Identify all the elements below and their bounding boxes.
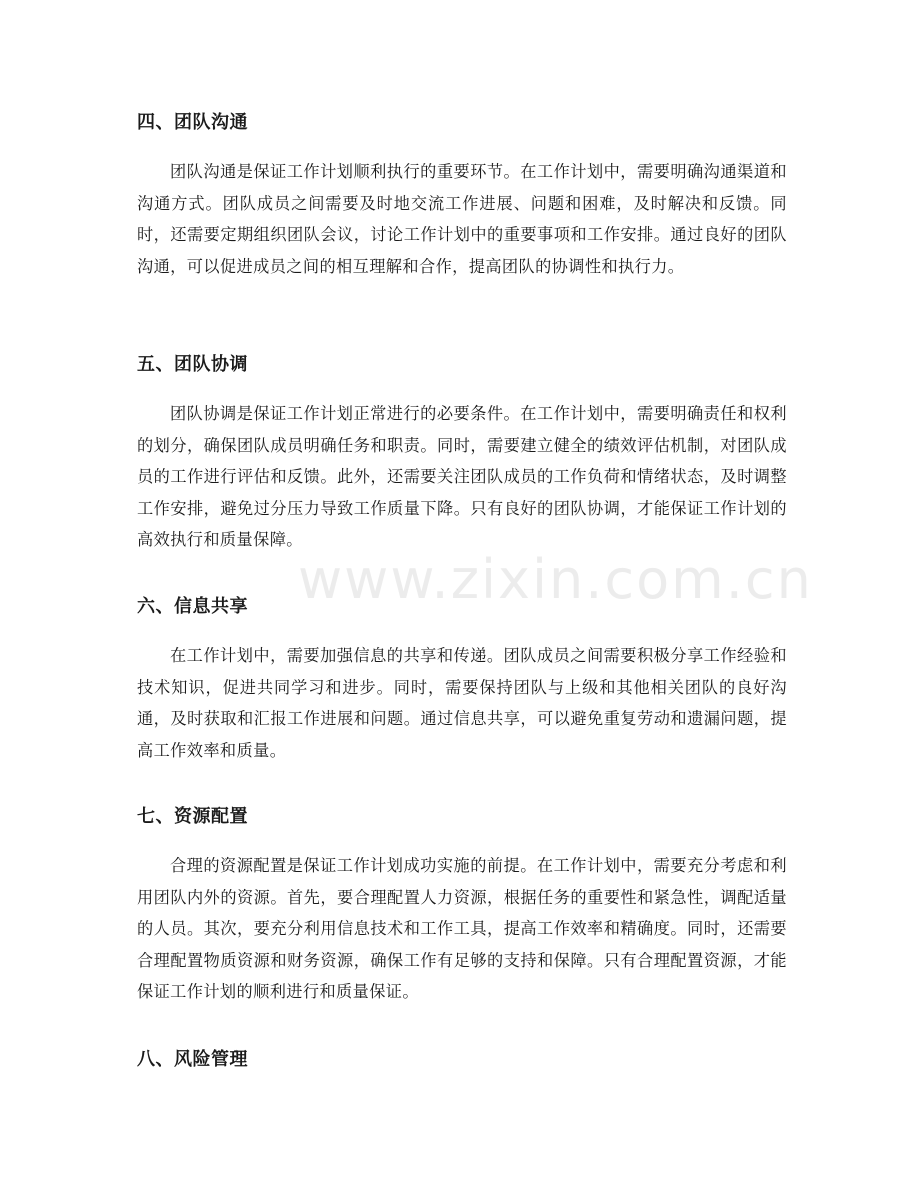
section-risk-management: [137, 1048, 787, 1072]
section-heading: 八、风险管理: [137, 1049, 248, 1070]
section-information-sharing: [137, 595, 787, 760]
section-heading: 五、团队协调: [137, 354, 248, 375]
section-heading: 七、资源配置: [137, 806, 248, 827]
section-paragraph: 合理的资源配置是保证工作计划成功实施的前提。在工作计划中，需要充分考虑和利用团队内外的资源。首先，要合理配置人力资源，根据任务的重要性和紧急性，调配适量的人员。其次，要充分利用信息技术和工作工具，提高工作效率和精确度。同时，还需要合理配置物质资源和财务资源，确保工作有足够的支持和保障。只有合理配置资源，才能保证工作计划的顺利进行和质量保证。: [137, 856, 787, 1002]
section-team-communication: [137, 111, 787, 276]
section-paragraph: 团队协调是保证工作计划正常进行的必要条件。在工作计划中，需要明确责任和权利的划分，确保团队成员明确任务和职责。同时，需要建立健全的绩效评估机制，对团队成员的工作进行评估和反馈。此外，还需要关注团队成员的工作负荷和情绪状态，及时调整工作安排，避免过分压力导致工作质量下降。只有良好的团队协调，才能保证工作计划的高效执行和质量保障。: [137, 404, 787, 550]
section-heading: 四、团队沟通: [137, 112, 248, 133]
section-paragraph: 团队沟通是保证工作计划顺利执行的重要环节。在工作计划中，需要明确沟通渠道和沟通方式。团队成员之间需要及时地交流工作进展、问题和困难，及时解决和反馈。同时，还需要定期组织团队会议，讨论工作计划中的重要事项和工作安排。通过良好的团队沟通，可以促进成员之间的相互理解和合作，提高团队的协调性和执行力。: [137, 162, 787, 276]
section-paragraph: 在工作计划中，需要加强信息的共享和传递。团队成员之间需要积极分享工作经验和技术知识，促进共同学习和进步。同时，需要保持团队与上级和其他相关团队的良好沟通，及时获取和汇报工作进展和问题。通过信息共享，可以避免重复劳动和遗漏问题，提高工作效率和质量。: [137, 646, 787, 760]
section-team-coordination: [137, 353, 787, 550]
section-heading: 六、信息共享: [137, 596, 248, 617]
section-resource-allocation: [137, 805, 787, 1002]
watermark: www.zixin.com.cn: [298, 548, 813, 611]
